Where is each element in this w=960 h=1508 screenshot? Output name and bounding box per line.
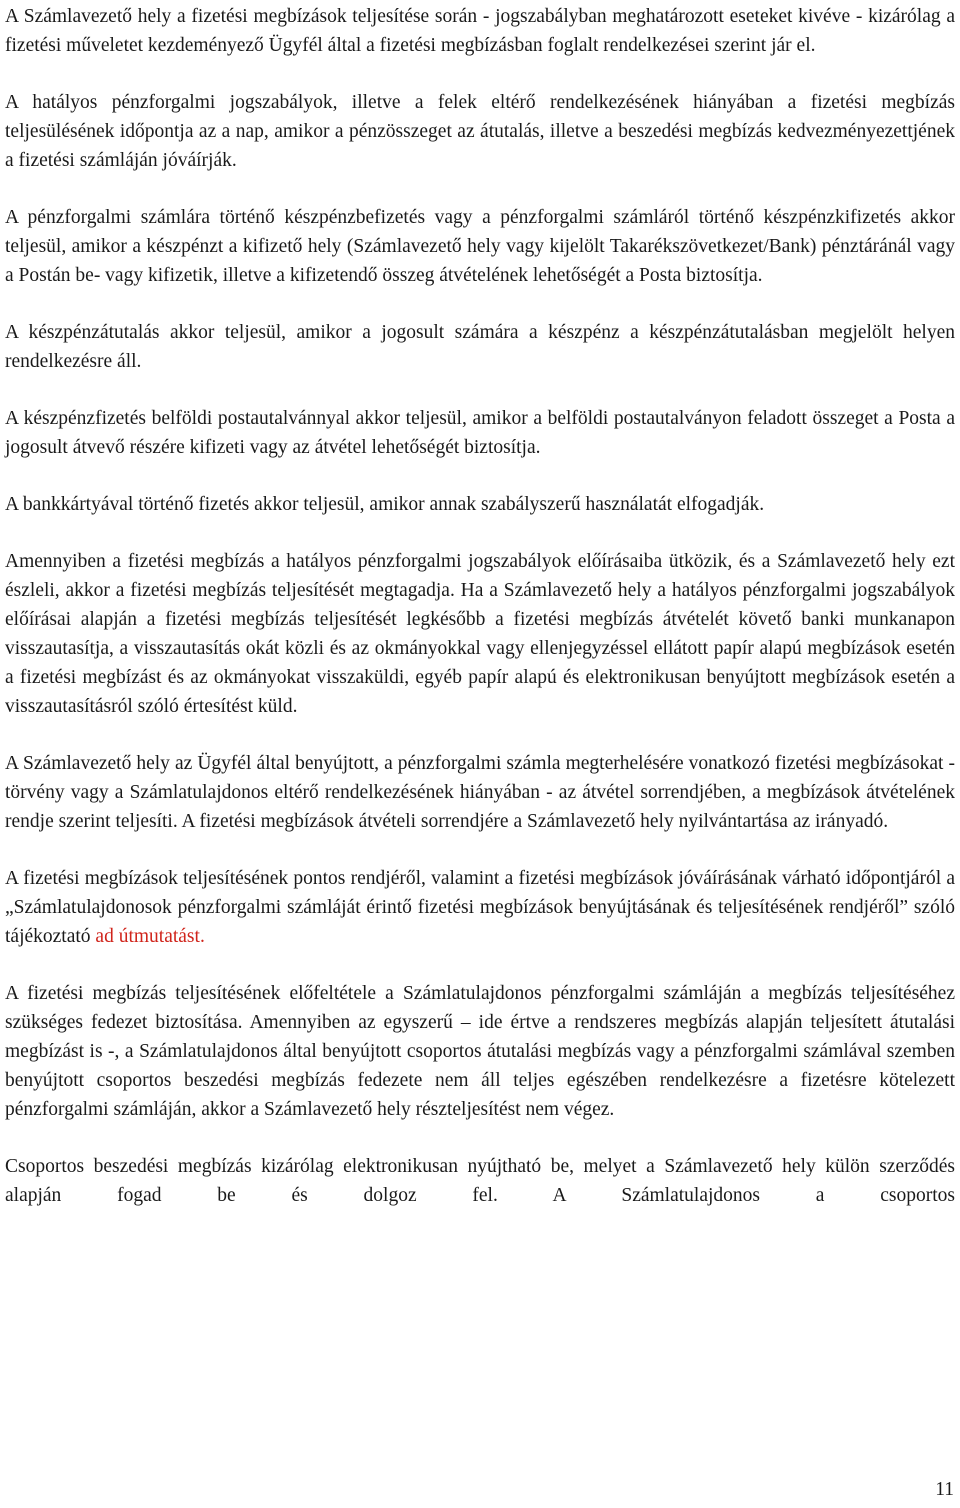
paragraph-6: A bankkártyával történő fizetés akkor teljesül, amikor annak szabályszerű használatát elfogadják.	[5, 494, 765, 515]
highlighted-reference: ad útmutatást.	[95, 926, 205, 947]
paragraph-5: A készpénzfizetés belföldi postautalvánnyal akkor teljesül, amikor a belföldi postautalványon feladott összeget a Posta a jogosult átvevő részére kifizeti vagy az átvétel lehetőségét biztosítja.	[5, 408, 955, 458]
paragraph-10: A fizetési megbízás teljesítésének előfeltétele a Számlatulajdonos pénzforgalmi számláján a megbízás teljesítéséhez szükséges fedezet biztosítása. Amennyiben az egyszerű – ide értve a rendszeres megbízás alapján teljesített átutalási megbízást is -, a Számlatulajdonos által benyújtott csoportos átutalási megbízás vagy a pénzforgalmi számlával szemben benyújtott csoportos beszedési megbízás fedezete nem áll teljes egészében rendelkezésre a fizetésre kötelezett pénzforgalmi számláján, akkor a Számlavezető hely részteljesítést nem végez.	[5, 983, 955, 1120]
paragraph-11: Csoportos beszedési megbízás kizárólag elektronikusan nyújtható be, melyet a Számlavezető hely külön szerződés alapján fogad be és dolgoz fel. A Számlatulajdonos a csoportos	[5, 1156, 955, 1206]
paragraph-2: A hatályos pénzforgalmi jogszabályok, illetve a felek eltérő rendelkezésének hiányában a fizetési megbízás teljesülésének időpontja az a nap, amikor a pénzösszeget az átutalás, illetve a beszedési megbízás kedvezményezettjének a fizetési számláján jóváírják.	[5, 92, 955, 171]
paragraph-9	[5, 864, 955, 951]
page-number: 11	[935, 1479, 954, 1500]
paragraph-9-text: A fizetési megbízások teljesítésének pontos rendjéről, valamint a fizetési megbízások jóváírásának várható időpontjáról a „Számlatulajdonosok pénzforgalmi számláját érintő fizetési megbízások benyújtásának és teljesítésének rendjéről” szóló tájékoztató	[5, 868, 955, 947]
document-page	[5, 2, 955, 1210]
paragraph-7: Amennyiben a fizetési megbízás a hatályos pénzforgalmi jogszabályok előírásaiba ütközik, és a Számlavezető hely ezt észleli, akkor a fizetési megbízás teljesítését megtagadja. Ha a Számlavezető hely a hatályos pénzforgalmi jogszabályok előírásai alapján a fizetési megbízás teljesítését legkésőbb a fizetési megbízás átvételét követő banki munkanapon visszautasítja, a visszautasítás okát közli és az okmányokkal vagy ellenjegyzéssel ellátott papír alapú megbízások esetén a fizetési megbízást és az okmányokat visszaküldi, egyéb papír alapú és elektronikusan benyújtott megbízások esetén a visszautasításról szóló értesítést küld.	[5, 551, 955, 717]
paragraph-4: A készpénzátutalás akkor teljesül, amikor a jogosult számára a készpénz a készpénzátutalásban megjelölt helyen rendelkezésre áll.	[5, 322, 955, 372]
paragraph-8: A Számlavezető hely az Ügyfél által benyújtott, a pénzforgalmi számla megterhelésére vonatkozó fizetési megbízásokat - törvény vagy a Számlatulajdonos eltérő rendelkezésének hiányában - az átvétel sorrendjében, a megbízások átvételének rendje szerint teljesíti. A fizetési megbízások átvételi sorrendjére a Számlavezető hely nyilvántartása az irányadó.	[5, 753, 955, 832]
paragraph-3: A pénzforgalmi számlára történő készpénzbefizetés vagy a pénzforgalmi számláról történő készpénzkifizetés akkor teljesül, amikor a készpénzt a kifizető hely (Számlavezető hely vagy kijelölt Takarékszövetkezet/Bank) pénztáránál vagy a Postán be- vagy kifizetik, illetve a kifizetendő összeg átvételének lehetőségét a Posta biztosítja.	[5, 207, 955, 286]
paragraph-1: A Számlavezető hely a fizetési megbízások teljesítése során - jogszabályban meghatározott eseteket kivéve - kizárólag a fizetési műveletet kezdeményező Ügyfél által a fizetési megbízásban foglalt rendelkezései szerint jár el.	[5, 6, 955, 56]
